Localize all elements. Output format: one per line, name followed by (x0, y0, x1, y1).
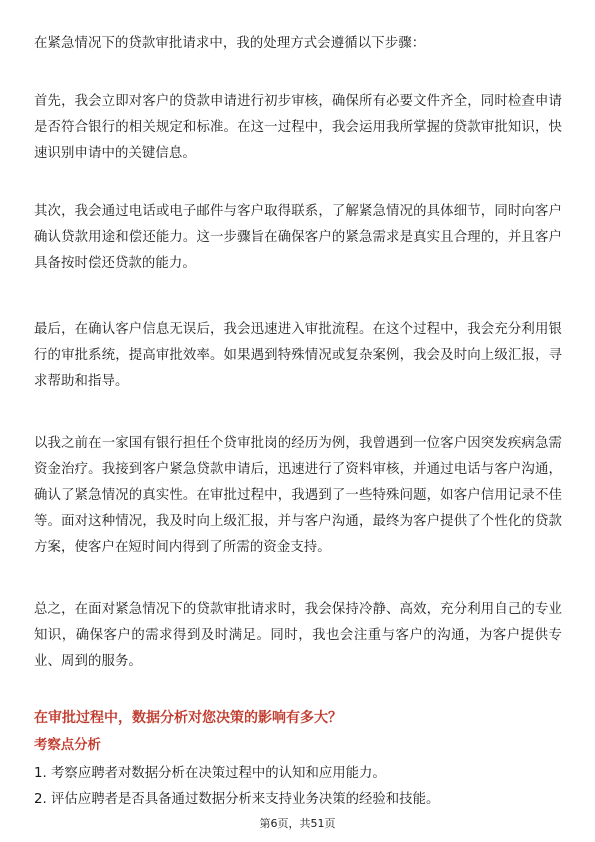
analysis-points-list (34, 761, 562, 813)
list-item: 1. 考察应聘者对数据分析在决策过程中的认知和应用能力。 (34, 766, 386, 781)
intro-paragraph: 在紧急情况下的贷款审批请求中，我的处理方式会遵循以下步骤： (34, 36, 426, 51)
step-second-paragraph: 其次，我会通过电话或电子邮件与客户取得联系，了解紧急情况的具体细节，同时向客户确认贷款用途和偿还能力。这一步骤旨在确保客户的紧急需求是真实且合理的，并且客户具备按时偿还贷款的能力。 (34, 204, 562, 271)
step-last-paragraph: 最后，在确认客户信息无误后，我会迅速进入审批流程。在这个过程中，我会充分利用银行的审批系统，提高审批效率。如果遇到特殊情况或复杂案例，我会及时向上级汇报，寻求帮助和指导。 (34, 322, 562, 389)
summary-paragraph: 总之，在面对紧急情况下的贷款审批请求时，我会保持冷静、高效，充分利用自己的专业知识，确保客户的需求得到及时满足。同时，我也会注重与客户的沟通，为客户提供专业、周到的服务。 (34, 602, 562, 669)
step-first-paragraph: 首先，我会立即对客户的贷款申请进行初步审核，确保所有必要文件齐全，同时检查申请是否符合银行的相关规定和标准。在这一过程中，我会运用我所掌握的贷款审批知识，快速识别申请中的关键信息。 (34, 94, 562, 161)
list-item: 2. 评估应聘者是否具备通过数据分析来支持业务决策的经验和技能。 (34, 792, 440, 807)
experience-paragraph: 以我之前在一家国有银行担任个贷审批岗的经历为例，我曾遇到一位客户因突发疾病急需资金治疗。我接到客户紧急贷款申请后，迅速进行了资料审核，并通过电话与客户沟通，确认了紧急情况的真实性。在审批过程中，我遇到了一些特殊问题，如客户信用记录不佳等。面对这种情况，我及时向上级汇报，并与客户沟通，最终为客户提供了个性化的贷款方案，使客户在短时间内得到了所需的资金支持。 (34, 436, 562, 555)
page-number: 第6页，共51页 (259, 817, 336, 830)
analysis-section-label: 考察点分析 (34, 738, 101, 753)
question-title: 在审批过程中，数据分析对您决策的影响有多大？ (34, 710, 342, 726)
